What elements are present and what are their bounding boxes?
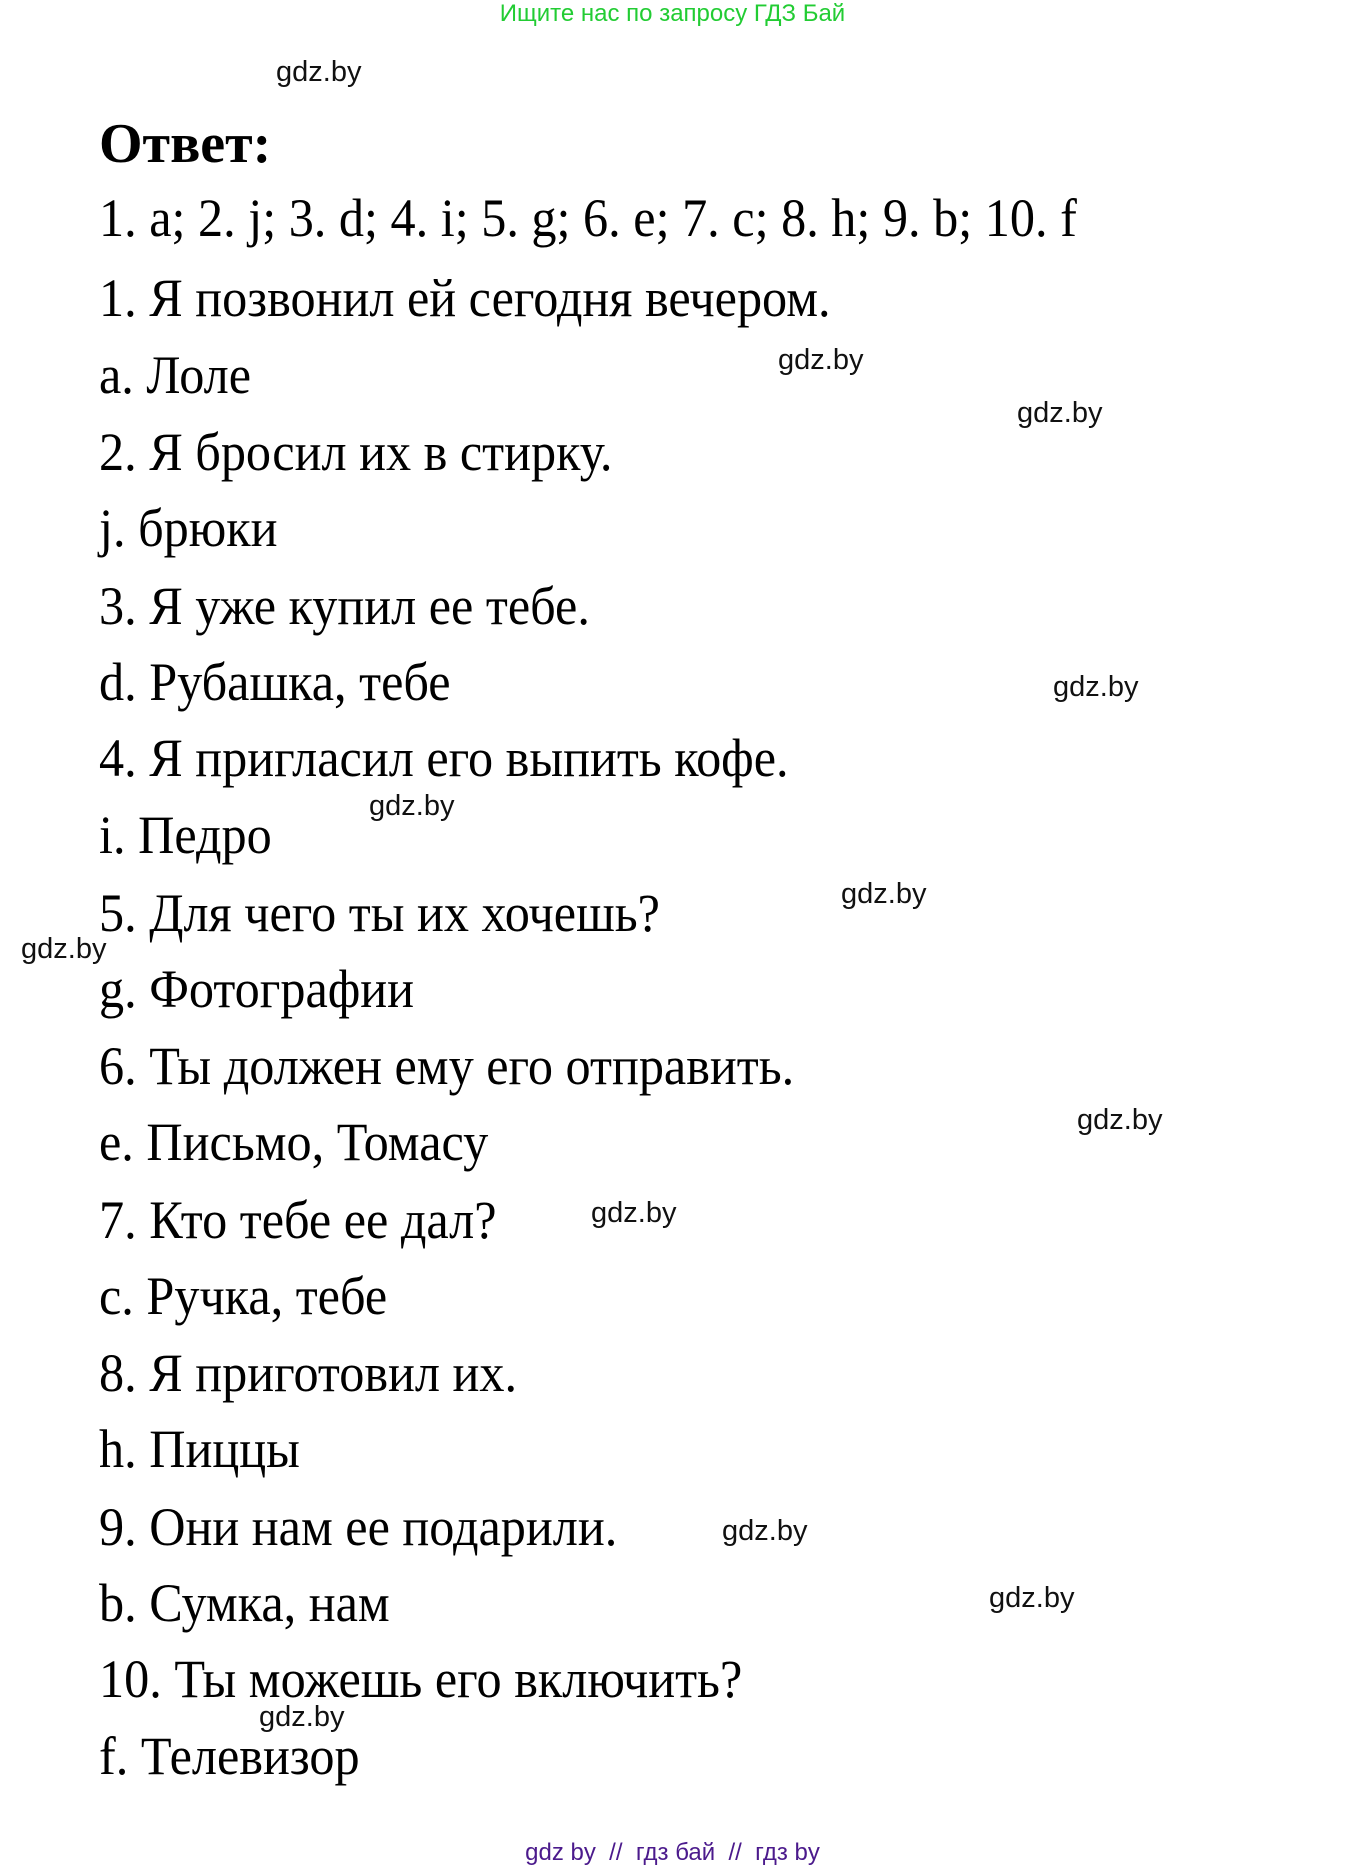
answer-4: i. Педро: [99, 805, 272, 865]
sentence-10: 10. Ты можешь его включить?: [99, 1649, 743, 1709]
footer-links: gdz by // гдз бай // гдз by: [525, 1839, 820, 1866]
answer-5: g. Фотографии: [99, 959, 415, 1019]
watermark: gdz.by: [778, 344, 864, 376]
watermark: gdz.by: [276, 56, 362, 88]
watermark: gdz.by: [841, 878, 927, 910]
sentence-2: 2. Я бросил их в стирку.: [99, 422, 613, 482]
watermark: gdz.by: [259, 1701, 345, 1733]
sentence-5: 5. Для чего ты их хочешь?: [99, 883, 660, 943]
watermark: gdz.by: [989, 1582, 1075, 1614]
watermark: gdz.by: [369, 790, 455, 822]
page-title: Ответ:: [99, 113, 272, 175]
answer-6: e. Письмо, Томасу: [99, 1112, 489, 1172]
watermark: gdz.by: [1017, 397, 1103, 429]
answer-7: c. Ручка, тебе: [99, 1266, 388, 1326]
sentence-6: 6. Ты должен ему его отправить.: [99, 1036, 795, 1096]
top-banner: Ищите нас по запросу ГДЗ Бай: [499, 0, 846, 27]
answer-key: 1. a; 2. j; 3. d; 4. i; 5. g; 6. e; 7. c; 8. h; 9. b; 10. f: [99, 188, 1077, 248]
sentence-1: 1. Я позвонил ей сегодня вечером.: [99, 268, 831, 328]
watermark: gdz.by: [1053, 671, 1139, 703]
watermark: gdz.by: [722, 1515, 808, 1547]
answer-2: j. брюки: [99, 498, 278, 558]
watermark: gdz.by: [1077, 1104, 1163, 1136]
answer-8: h. Пиццы: [99, 1419, 300, 1479]
sentence-7: 7. Кто тебе ее дал?: [99, 1190, 497, 1250]
watermark: gdz.by: [21, 933, 107, 965]
answer-10: f. Телевизор: [99, 1726, 360, 1786]
sentence-8: 8. Я приготовил их.: [99, 1343, 518, 1403]
sentence-4: 4. Я пригласил его выпить кофе.: [99, 728, 789, 788]
sentence-9: 9. Они нам ее подарили.: [99, 1497, 618, 1557]
answer-3: d. Рубашка, тебе: [99, 652, 451, 712]
answer-9: b. Сумка, нам: [99, 1573, 390, 1633]
sentence-3: 3. Я уже купил ее тебе.: [99, 576, 590, 636]
answer-1: a. Лоле: [99, 345, 252, 405]
watermark: gdz.by: [591, 1197, 677, 1229]
